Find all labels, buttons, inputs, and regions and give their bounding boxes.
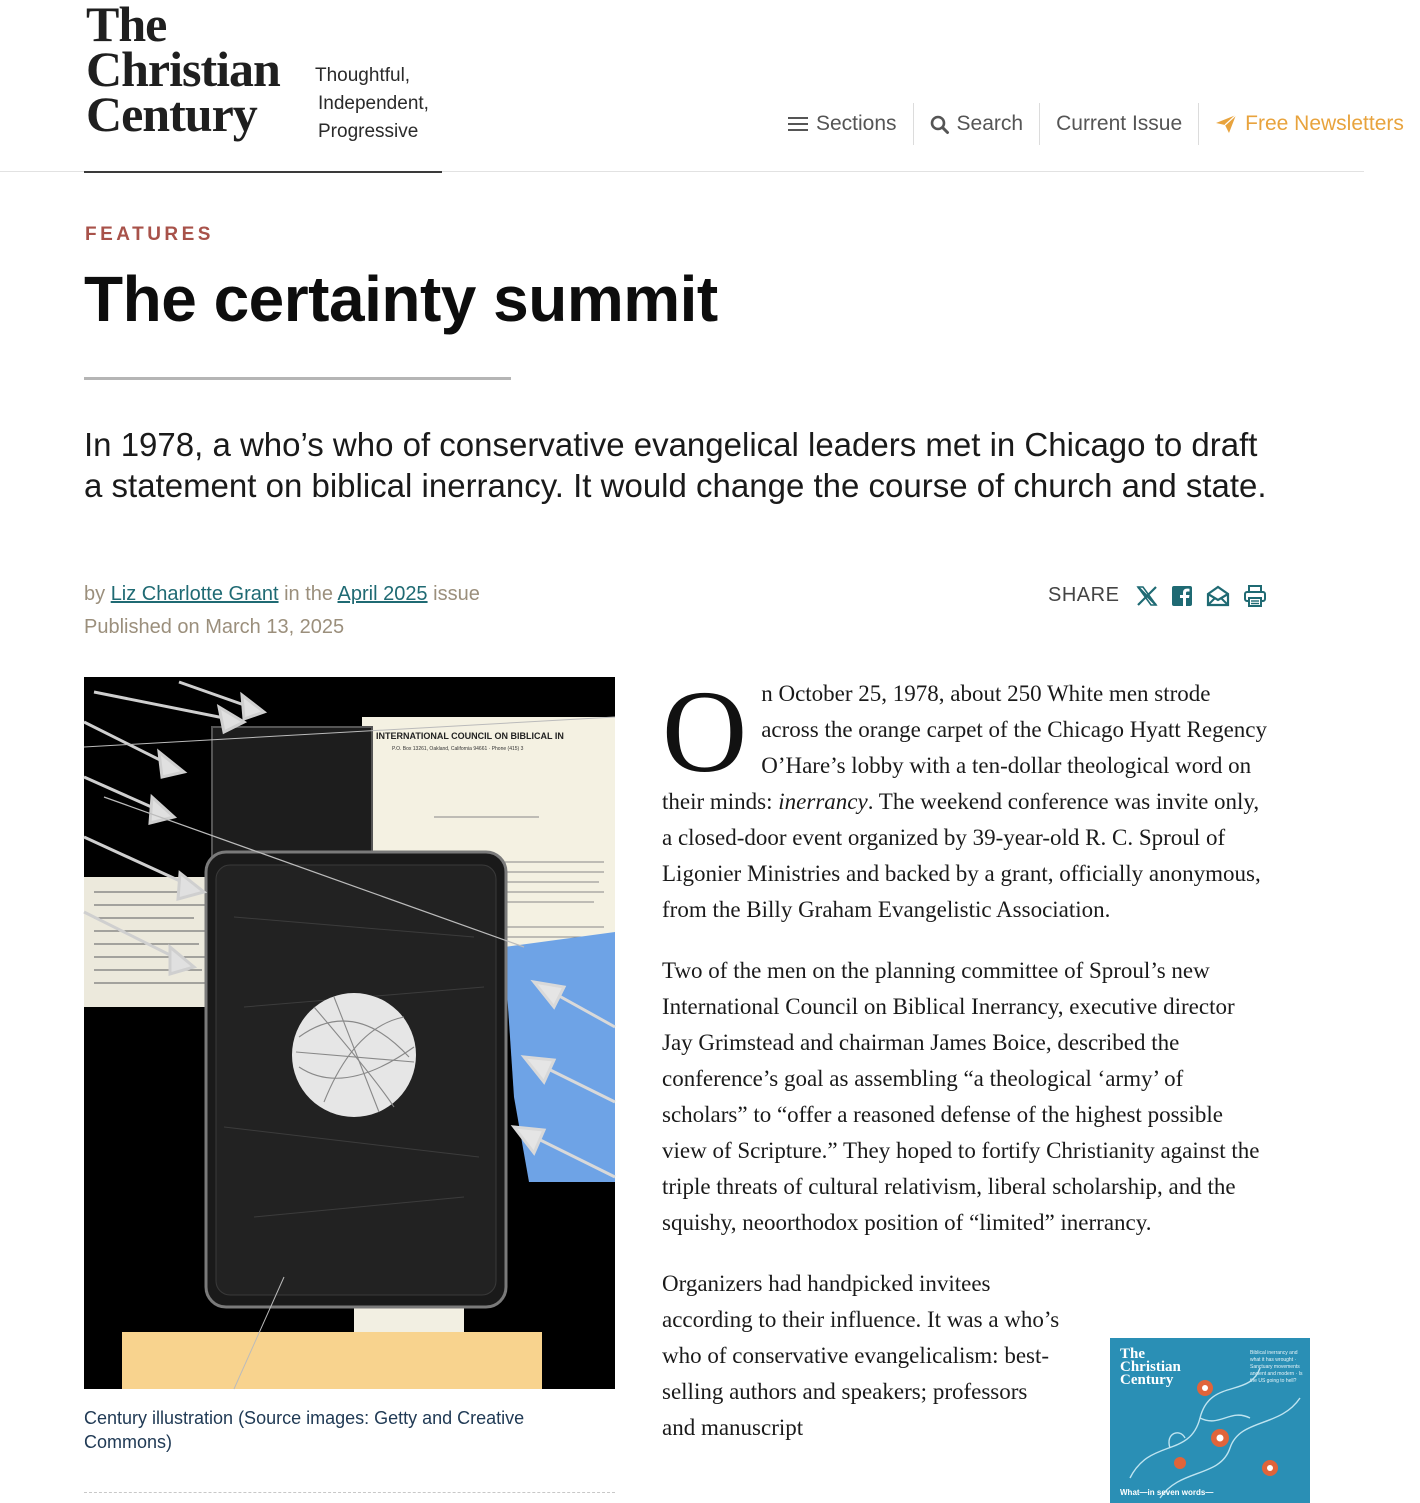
site-logo[interactable] <box>86 0 296 142</box>
site-tagline <box>315 62 429 146</box>
byline-issue: issue <box>433 583 480 605</box>
feature-illustration <box>84 677 615 1389</box>
search-icon <box>930 115 949 134</box>
nav-search-label: Search <box>956 112 1024 135</box>
nav-free-newsletters[interactable] <box>1199 103 1420 145</box>
share-bar <box>1048 584 1267 607</box>
hamburger-icon <box>788 116 808 132</box>
cover-title-line-2: Christian <box>1120 1359 1181 1375</box>
article-title: The certainty summit <box>84 263 718 335</box>
cover-title-line-3: Century <box>1120 1372 1174 1388</box>
tagline-line-3: Progressive <box>318 121 419 142</box>
paragraph-1 <box>662 666 1268 928</box>
nav-current-issue[interactable] <box>1040 103 1198 145</box>
nav-current-issue-label: Current Issue <box>1056 112 1183 135</box>
paragraph-1-text-b: . The weekend conference was invite only, a closed-door event organized by 39-year-old R. C. Sproul of Ligonier Ministries and backed by a grant, officially anonymous, from the Billy Graham Evangelistic Association. <box>662 789 1261 922</box>
drop-cap: O <box>662 666 748 797</box>
nav-search[interactable] <box>914 103 1040 145</box>
logo-line-3: Century <box>86 86 257 142</box>
print-icon[interactable] <box>1243 585 1267 607</box>
article-dek: In 1978, a who’s who of conservative evangelical leaders met in Chicago to draft a statement on biblical inerrancy. It would change the course of church and state. <box>84 426 1267 504</box>
facebook-icon[interactable] <box>1171 585 1193 607</box>
illustration-caption: Century illustration (Source images: Getty and Creative Commons) <box>84 1408 525 1452</box>
logo-line-2: Christian <box>86 41 280 97</box>
byline <box>84 583 480 606</box>
cover-ornament <box>1110 1338 1310 1503</box>
logo-line-1: The <box>86 0 167 52</box>
tagline-line-1: Thoughtful, <box>315 65 411 86</box>
nav-free-newsletters-label: Free Newsletters <box>1245 112 1404 135</box>
paragraph-1-text-a: n October 25, 1978, about 250 White men strode across the orange carpet of the Chicago Hyatt Regency O’Hare’s lobby with a ten-dollar theological word on their minds: <box>662 681 1268 814</box>
main-nav <box>772 103 1420 145</box>
paper-plane-icon <box>1215 114 1237 134</box>
svg-text:P.O. Box 13261, Oakland, Calif: P.O. Box 13261, Oakland, California 94661 · Phone (415) 3 <box>392 746 524 752</box>
illustration-collage <box>84 677 615 1389</box>
caption-divider <box>84 1492 615 1493</box>
email-icon[interactable] <box>1206 585 1230 607</box>
issue-link[interactable]: April 2025 <box>337 583 428 605</box>
cover-blurb: Biblical inerrancy and what it has wrought · Sanctuary movements ancient and modern · Is the US going to hell? <box>1250 1350 1303 1384</box>
publish-date: Published on March 13, 2025 <box>84 616 345 638</box>
tagline-line-2: Independent, <box>318 93 429 114</box>
cover-footer: What—in seven words— <box>1120 1488 1214 1497</box>
paragraph-2: Two of the men on the planning committee of Sproul’s new International Council on Biblical Inerrancy, executive director Jay Grimstead and chairman James Boice, described the conference’s goal as assembling “a theological ‘army’ of scholars” to “offer a reasoned defense of the highest possible view of Scripture.” They hoped to fortify Christianity against the triple threats of cultural relativism, liberal scholarship, and the squishy, neoorthodox position of “limited” inerrancy. <box>662 958 1260 1235</box>
byline-in-the: in the <box>284 583 334 605</box>
svg-text:INTERNATIONAL COUNCIL ON BIBLI: INTERNATIONAL COUNCIL ON BIBLICAL IN <box>376 731 564 741</box>
section-kicker[interactable]: FEATURES <box>85 224 214 245</box>
nav-sections[interactable] <box>772 103 913 145</box>
x-icon[interactable] <box>1136 585 1158 607</box>
paragraph-1-italic: inerrancy <box>778 789 868 814</box>
nav-sections-label: Sections <box>816 112 897 135</box>
issue-cover-thumbnail[interactable] <box>1110 1338 1310 1503</box>
author-link[interactable]: Liz Charlotte Grant <box>110 583 279 605</box>
byline-by: by <box>84 583 106 605</box>
cover-title-line-1: The <box>1120 1346 1146 1362</box>
logo-underline <box>84 171 442 173</box>
share-label: SHARE <box>1048 584 1120 606</box>
paragraph-3: Organizers had handpicked invitees according to their influence. It was a who’s who of conservative evangelicalism: best-selling authors and speakers; professors and manuscript <box>662 1271 1060 1440</box>
title-divider <box>84 377 511 380</box>
